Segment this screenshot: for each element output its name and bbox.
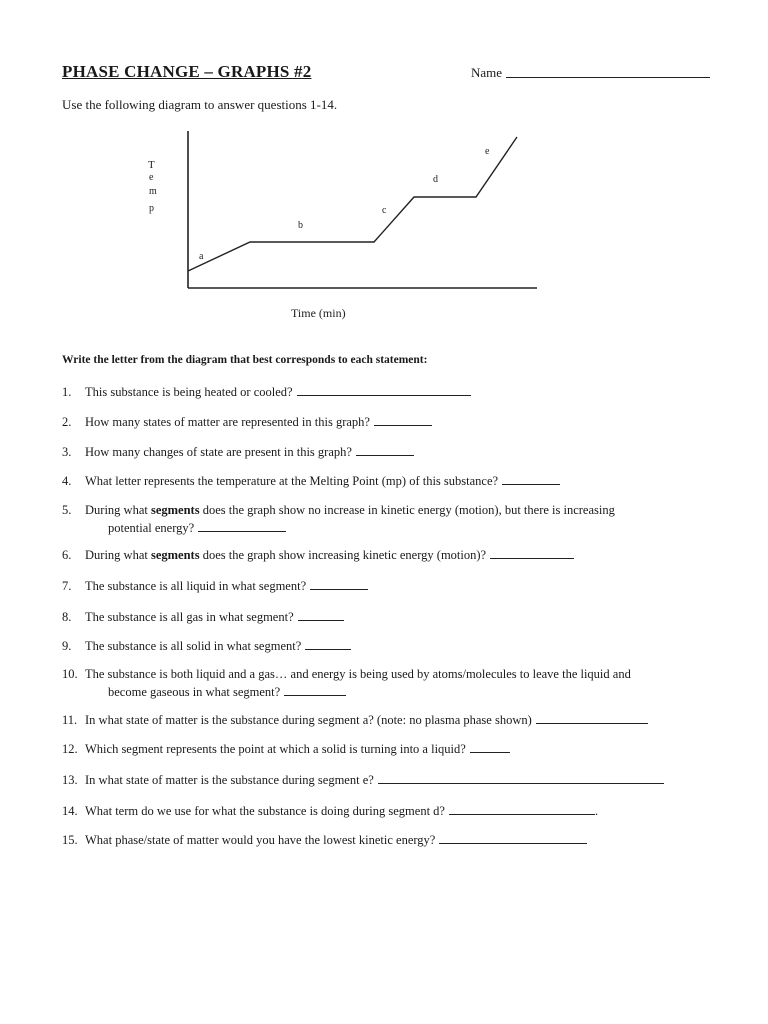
y-axis-label	[148, 159, 157, 214]
question-text: In what state of matter is the substance during segment a? (note: no plasma phase shown)	[85, 713, 532, 727]
question-number: 3.	[62, 445, 72, 459]
answer-blank[interactable]	[470, 740, 510, 753]
question-text: During what segments does the graph show no increase in kinetic energy (motion), but there is increasing	[85, 503, 615, 517]
answer-blank[interactable]	[284, 683, 346, 696]
answer-blank[interactable]	[310, 577, 368, 590]
segment-labels	[199, 146, 490, 262]
question-text: Which segment represents the point at which a solid is turning into a liquid?	[85, 742, 466, 756]
question-text: What letter represents the temperature at the Melting Point (mp) of this substance?	[85, 474, 499, 488]
phase-curve	[188, 137, 517, 271]
question-number: 15.	[62, 833, 78, 847]
answer-blank[interactable]	[449, 802, 595, 815]
question-suffix: .	[594, 804, 599, 818]
answer-blank[interactable]	[502, 472, 560, 485]
question-number: 7.	[62, 579, 72, 593]
segment-label-b: b	[298, 220, 303, 231]
question-11	[62, 711, 722, 729]
y-axis-label-letter: m	[149, 186, 157, 197]
question-6	[62, 546, 722, 564]
question-text: During what segments does the graph show increasing kinetic energy (motion)?	[85, 548, 487, 562]
question-15	[62, 831, 722, 849]
answer-blank[interactable]	[490, 546, 574, 559]
question-2	[62, 413, 722, 431]
question-number: 5.	[62, 503, 72, 517]
x-axis-label: Time (min)	[291, 306, 346, 320]
y-axis-label-letter: e	[149, 172, 154, 183]
question-5	[62, 502, 722, 537]
question-number: 8.	[62, 610, 72, 624]
answer-blank[interactable]	[356, 443, 414, 456]
segment-label-e: e	[485, 146, 490, 157]
question-text: The substance is both liquid and a gas… and energy is being used by atoms/molecules to leave the liquid and	[85, 667, 631, 681]
answer-blank[interactable]	[536, 711, 648, 724]
question-number: 10.	[62, 667, 78, 681]
question-number: 14.	[62, 804, 78, 818]
question-text: This substance is being heated or cooled?	[85, 385, 293, 399]
instructions-top: Use the following diagram to answer questions 1-14.	[62, 97, 338, 112]
phase-change-graph	[0, 0, 768, 340]
y-axis-label-letter: p	[149, 203, 154, 214]
answer-blank[interactable]	[198, 519, 286, 532]
question-12	[62, 740, 722, 758]
question-number: 2.	[62, 415, 72, 429]
page-title: PHASE CHANGE – GRAPHS #2	[62, 62, 312, 81]
question-text: What term do we use for what the substance is doing during segment d?	[85, 804, 445, 818]
question-text: In what state of matter is the substance during segment e?	[85, 773, 374, 787]
question-number: 6.	[62, 548, 72, 562]
name-label: Name	[471, 65, 503, 80]
question-number: 11.	[62, 713, 78, 727]
question-9	[62, 637, 722, 655]
question-continuation: potential energy?	[62, 519, 722, 537]
question-continuation: become gaseous in what segment?	[62, 683, 722, 701]
question-7	[62, 577, 722, 595]
question-10	[62, 666, 722, 701]
question-14	[62, 802, 722, 820]
segment-label-c: c	[382, 205, 387, 216]
question-text: The substance is all solid in what segment?	[85, 639, 302, 653]
answer-blank[interactable]	[439, 831, 587, 844]
answer-blank[interactable]	[378, 771, 664, 784]
question-number: 1.	[62, 385, 72, 399]
question-number: 4.	[62, 474, 72, 488]
question-text: The substance is all gas in what segment?	[85, 610, 294, 624]
answer-blank[interactable]	[298, 608, 344, 621]
answer-blank[interactable]	[374, 413, 432, 426]
question-4	[62, 472, 722, 490]
question-8	[62, 608, 722, 626]
question-number: 13.	[62, 773, 78, 787]
answer-blank[interactable]	[297, 383, 471, 396]
segment-label-a: a	[199, 251, 204, 262]
answer-blank[interactable]	[305, 637, 351, 650]
segment-label-d: d	[433, 174, 438, 185]
question-number: 9.	[62, 639, 72, 653]
question-text: What phase/state of matter would you have the lowest kinetic energy?	[85, 833, 436, 847]
question-text: How many states of matter are represented in this graph?	[85, 415, 370, 429]
question-1	[62, 383, 722, 401]
question-13	[62, 771, 722, 789]
question-text: The substance is all liquid in what segment?	[85, 579, 307, 593]
question-text: How many changes of state are present in this graph?	[85, 445, 352, 459]
question-number: 12.	[62, 742, 78, 756]
question-3	[62, 443, 722, 461]
y-axis-label-letter: T	[148, 159, 155, 171]
instructions-mid: Write the letter from the diagram that best corresponds to each statement:	[62, 354, 428, 366]
